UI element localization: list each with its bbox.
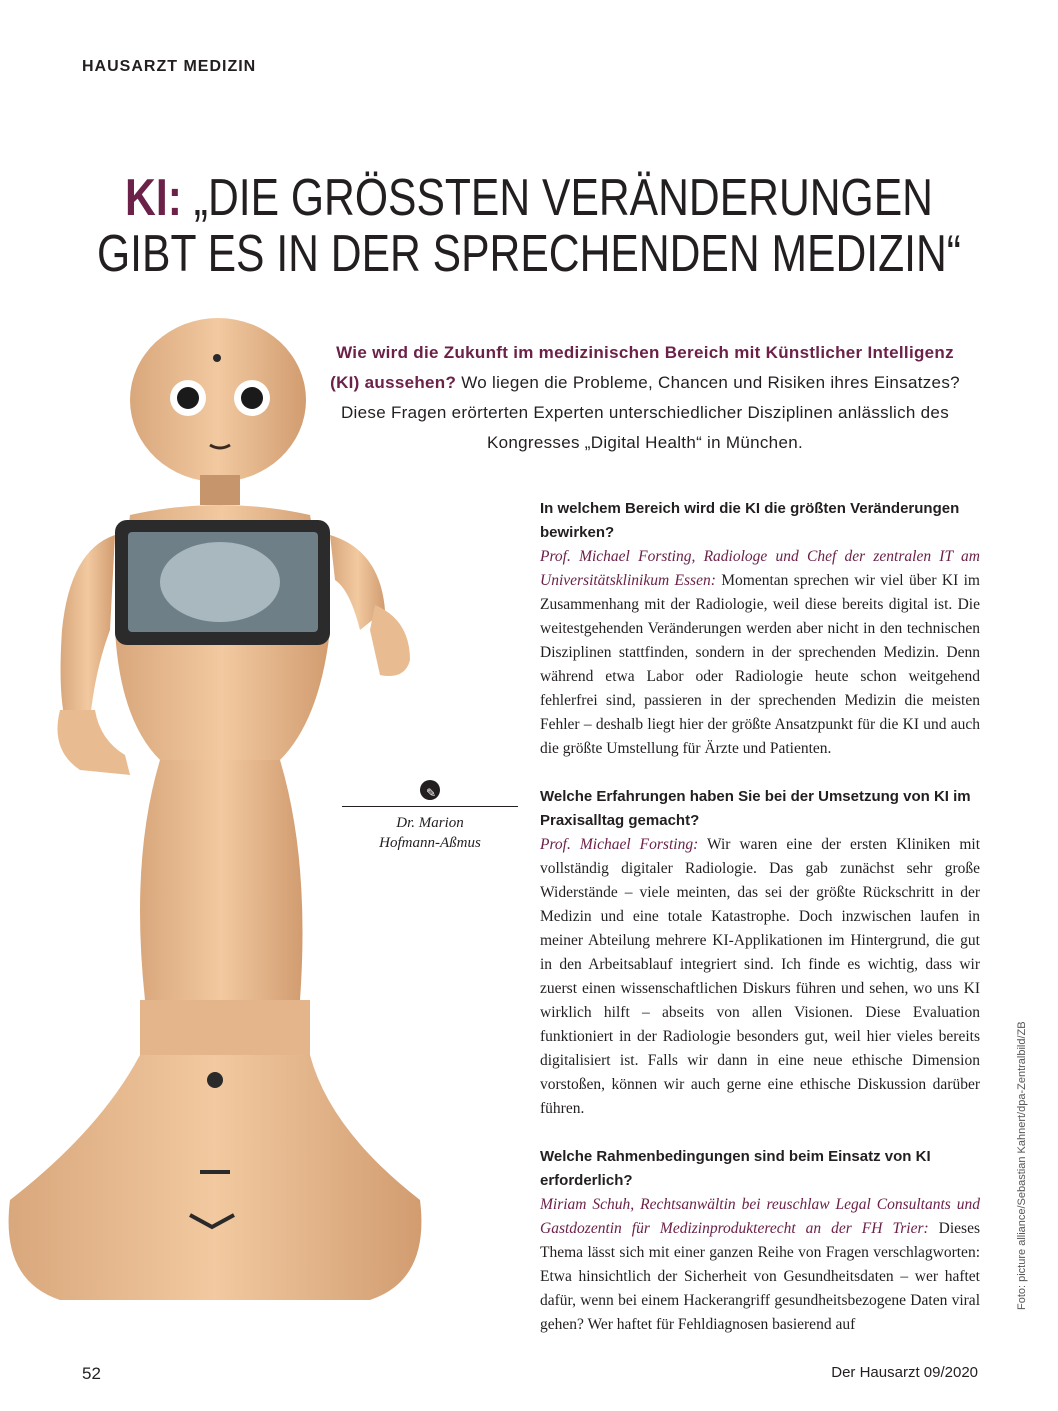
lead-question: Wie wird die Zukunft im medizinischen Bereich mit Künstlicher Intelligenz (KI) aussehen? bbox=[330, 343, 954, 392]
issue-label: Der Hausarzt 09/2020 bbox=[831, 1364, 978, 1381]
speaker-1: Prof. Michael Forsting, Radiologe und Chef der zentralen IT am Universitätsklinikum Essen: bbox=[540, 548, 980, 589]
author-name-line2: Hofmann-Aßmus bbox=[379, 835, 481, 851]
answer-2-text: Wir waren eine der ersten Kliniken mit vollständig digitaler Radiologie. Das gab zunächst sehr große Widerstände – viele meinten, das sei der größte Rückschritt in der Medizin und eine totale Katastrophe. Doch inzwischen laufen in meiner Abteilung mehrere KI-Applikationen im Hintergrund, die gut in den Arbeitsablauf integriert sind. Ich finde es wichtig, dass wir zuerst einen wissenschaftlichen Diskurs führen und sehen, wo uns KI wirklich hilft – abseits von allen Visionen. Diese Evaluation funktioniert in der Radiologie besonders gut, weil hier vieles bereits digitalisiert ist. Falls wir dann in eine neue ethische Dimension vorstoßen, können wir auch gerne eine ethische Diskussion darüber führen. bbox=[540, 836, 980, 1117]
answer-1-text: Momentan sprechen wir viel über KI im Zusammenhang mit der Radiologie, weil diese bereits digital ist. Die weitestgehenden Veränderungen werden aber nicht in den technischen Disziplinen stattfinden, sondern in der sprechenden Medizin. Denn während etwa Labor oder Radiologie heute schon weitgehend fehlerfrei sind, passieren in der sprechenden Medizin die meisten Fehler – deshalb liegt hier der größte Ansatzpunkt für die KI und auch die größte Umstellung für Ärzte und Patienten. bbox=[540, 572, 980, 757]
article-title bbox=[95, 170, 963, 282]
section-label: HAUSARZT MEDIZIN bbox=[82, 58, 257, 75]
lead-text: Wo liegen die Probleme, Chancen und Risiken ihres Einsatzes? Diese Fragen erörterten Experten unterschiedlicher Disziplinen anlässlich des Kongresses „Digital Health“ in München. bbox=[340, 373, 960, 452]
answer-3-text: Dieses Thema lässt sich mit einer ganzen Reihe von Fragen verschlagworten: Etwa hinsichtlich der Sicherheit von Gesundheitsdaten – wer haftet dafür, wenn bei einem Hackerangriff gesundheitsbezogene Daten viral gehen? Wer haftet für Fehldiagnosen basierend auf bbox=[540, 1220, 980, 1333]
answer-1 bbox=[540, 545, 980, 761]
author-box bbox=[342, 780, 518, 853]
question-3: Welche Rahmenbedingungen sind beim Einsatz von KI erforderlich? bbox=[540, 1148, 931, 1189]
pen-icon: ✎ bbox=[420, 780, 440, 800]
speaker-3: Miriam Schuh, Rechtsanwältin bei reuschlaw Legal Consultants und Gastdozentin für Medizinprodukterecht an der FH Trier: bbox=[540, 1196, 980, 1237]
author-divider bbox=[342, 806, 518, 807]
photo-credit: Foto: picture alliance/Sebastian Kahnert/dpa-Zentralbild/ZB bbox=[1016, 1021, 1028, 1310]
title-line1: „DIE GRÖSSTEN VERÄNDERUNGEN bbox=[193, 169, 933, 227]
author-name-line1: Dr. Marion bbox=[396, 815, 464, 831]
question-1: In welchem Bereich wird die KI die größten Veränderungen bewirken? bbox=[540, 500, 960, 541]
page-number: 52 bbox=[82, 1364, 101, 1383]
article-body bbox=[540, 497, 980, 1361]
answer-3 bbox=[540, 1193, 980, 1337]
speaker-2: Prof. Michael Forsting: bbox=[540, 836, 699, 853]
answer-2 bbox=[540, 833, 980, 1121]
question-2: Welche Erfahrungen haben Sie bei der Umsetzung von KI im Praxisalltag gemacht? bbox=[540, 788, 971, 829]
title-ki: KI: bbox=[125, 169, 182, 227]
title-line2: GIBT ES IN DER SPRECHENDEN MEDIZIN“ bbox=[97, 225, 961, 283]
